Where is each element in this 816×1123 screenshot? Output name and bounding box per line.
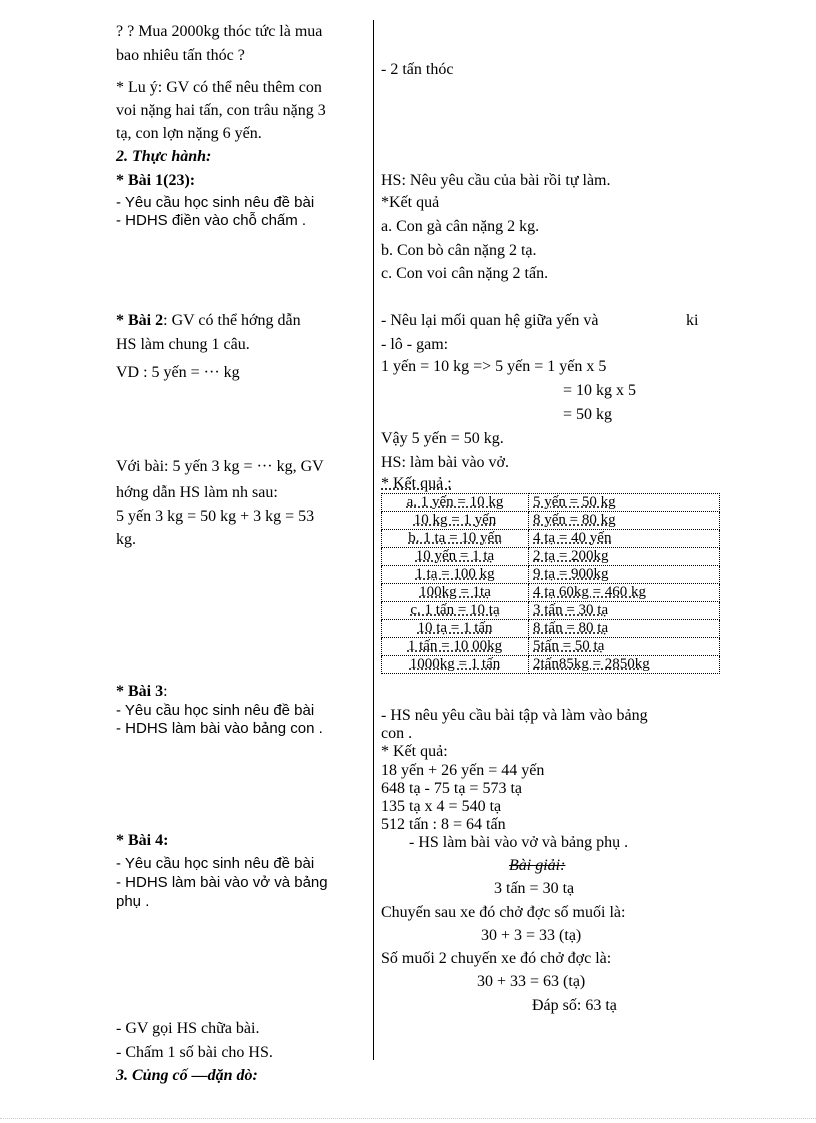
result-table (381, 493, 720, 674)
section-2-heading: 2. Thực hành: (116, 148, 212, 165)
r-bai1-line-4: b. Con bò cân nặng 2 tạ. (381, 242, 537, 259)
table-cell-right: 5 yến = 50 kg (529, 494, 720, 512)
note-line-1: * Lu ý: GV có thể nêu thêm con (116, 79, 322, 96)
end-line-1: - GV gọi HS chữa bài. (116, 1020, 260, 1037)
r-bai4-line-1: - HS làm bài vào vở và bảng phụ . (409, 834, 629, 851)
bai1-line-1: - Yêu cầu học sinh nêu đề bài (116, 194, 315, 211)
r-bai2-line-1b: ki (686, 312, 699, 329)
table-row (382, 656, 720, 674)
bai2-heading (116, 311, 301, 331)
table-cell-left: 10 tạ = 1 tấn (382, 620, 529, 638)
table-cell-right: 9 tạ = 900kg (529, 566, 720, 584)
r-bai1-line-2: *Kết quả (381, 194, 440, 211)
bai4-line-1: - Yêu cầu học sinh nêu đề bài (116, 855, 315, 872)
table-row (382, 512, 720, 530)
column-divider (373, 20, 374, 1060)
page-bottom-rule (0, 1118, 816, 1120)
note-line-2: voi nặng hai tấn, con trâu nặng 3 (116, 102, 326, 119)
r-bai3-line-7: 512 tấn : 8 = 64 tấn (381, 816, 506, 833)
r-bai2-line-1a: - Nêu lại mối quan hệ giữa yến và (381, 312, 599, 329)
r-bai4-line-4: Chuyến sau xe đó chở đợc số muối là: (381, 904, 626, 921)
r-bai4-heading: Bài giải: (509, 857, 566, 874)
r-bai1-line-1: HS: Nêu yêu cầu của bài rồi tự làm. (381, 172, 611, 189)
bai2-line-6: 5 yến 3 kg = 50 kg + 3 kg = 53 (116, 508, 315, 525)
bai3-title: * Bài 3 (116, 683, 164, 700)
r-bai2-line-4: = 10 kg x 5 (563, 382, 637, 399)
answer-top: - 2 tấn thóc (381, 61, 454, 78)
r-bai4-line-3: 3 tấn = 30 tạ (494, 880, 575, 897)
table-cell-right: 2tấn85kg = 2850kg (529, 656, 720, 674)
table-cell-right: 8 yến = 80 kg (529, 512, 720, 530)
bai2-line-4: Với bài: 5 yến 3 kg = ··· kg, GV (116, 458, 324, 475)
r-bai1-line-3: a. Con gà cân nặng 2 kg. (381, 218, 540, 235)
r-bai2-line-5: = 50 kg (563, 406, 613, 423)
table-row (382, 620, 720, 638)
end-line-2: - Chấm 1 số bài cho HS. (116, 1044, 273, 1061)
table-cell-left: c. 1 tấn = 10 tạ (382, 602, 529, 620)
r-bai2-line-2: - lô - gam: (381, 336, 449, 353)
bai3-heading (116, 682, 168, 702)
r-bai3-line-5: 648 tạ - 75 tạ = 573 tạ (381, 780, 522, 797)
bai2-line-5: hớng dẫn HS làm nh sau: (116, 484, 278, 501)
table-cell-right: 8 tấn = 80 tạ (529, 620, 720, 638)
table-cell-right: 5tấn = 50 tạ (529, 638, 720, 656)
bai4-heading: * Bài 4: (116, 832, 169, 849)
table-row (382, 584, 720, 602)
question-line-2: bao nhiêu tấn thóc ? (116, 47, 245, 64)
r-bai3-line-1: - HS nêu yêu cầu bài tập và làm vào bảng (381, 707, 648, 724)
r-bai4-line-7: 30 + 33 = 63 (tạ) (477, 973, 586, 990)
table-cell-right: 4 tạ = 40 yến (529, 530, 720, 548)
bai2-line-3: VD : 5 yến = ··· kg (116, 364, 240, 381)
table-row (382, 530, 720, 548)
bai3-line-1: - Yêu cầu học sinh nêu đề bài (116, 702, 315, 719)
r-bai1-line-5: c. Con voi cân nặng 2 tấn. (381, 265, 549, 282)
table-cell-left: 10 yến = 1 tạ (382, 548, 529, 566)
bai4-line-2: - HDHS làm bài vào vở và bảng (116, 874, 328, 891)
r-bai2-line-3: 1 yến = 10 kg => 5 yến = 1 yến x 5 (381, 358, 607, 375)
r-bai4-line-5: 30 + 3 = 33 (tạ) (481, 927, 582, 944)
bai2-line-7: kg. (116, 531, 136, 548)
bai4-line-3: phụ . (116, 893, 150, 910)
bai1-heading (116, 171, 195, 191)
r-bai3-line-4: 18 yến + 26 yến = 44 yến (381, 762, 545, 779)
r-bai3-line-3: * Kết quả: (381, 743, 448, 760)
table-cell-left: 1 tấn = 10 00kg (382, 638, 529, 656)
bai2-star: * (116, 312, 128, 329)
table-row (382, 494, 720, 512)
table-row (382, 566, 720, 584)
table-cell-left: a. 1 yến = 10 kg (382, 494, 529, 512)
question-line-1: ? ? Mua 2000kg thóc tức là mua (116, 23, 323, 40)
r-bai2-line-7: HS: làm bài vào vở. (381, 454, 509, 471)
table-cell-left: 1 tạ = 100 kg (382, 566, 529, 584)
bai1-star: * (116, 172, 128, 189)
bai1-title: Bài 1(23): (128, 172, 196, 189)
table-row (382, 602, 720, 620)
table-row (382, 638, 720, 656)
r-bai4-line-6: Số muối 2 chuyến xe đó chở đợc là: (381, 950, 612, 967)
r-bai3-line-2: con . (381, 725, 413, 742)
table-cell-left: b. 1 tạ = 10 yến (382, 530, 529, 548)
table-cell-right: 2 tạ = 200kg (529, 548, 720, 566)
r-bai2-line-6: Vậy 5 yến = 50 kg. (381, 430, 504, 447)
note-line-3: tạ, con lợn nặng 6 yến. (116, 125, 262, 142)
table-cell-right: 4 tạ 60kg = 460 kg (529, 584, 720, 602)
bai2-heading-rest: : GV có thể hớng dẫn (163, 312, 301, 329)
section-3-heading: 3. Củng cố —dặn dò: (116, 1067, 258, 1084)
bai1-line-2: - HDHS điền vào chỗ chấm . (116, 212, 307, 229)
table-cell-left: 100kg = 1tạ (382, 584, 529, 602)
r-bai3-line-6: 135 tạ x 4 = 540 tạ (381, 798, 502, 815)
bai3-colon: : (163, 683, 168, 700)
table-row (382, 548, 720, 566)
table-cell-left: 1000kg = 1 tấn (382, 656, 529, 674)
bai2-title: Bài 2 (128, 312, 164, 329)
table-cell-right: 3 tấn = 30 tạ (529, 602, 720, 620)
table-cell-left: 10 kg = 1 yến (382, 512, 529, 530)
r-bai4-answer: Đáp số: 63 tạ (532, 997, 617, 1014)
bai3-line-2: - HDHS làm bài vào bảng con . (116, 720, 323, 737)
r-bai2-result-label: * Kết quả : (381, 475, 452, 492)
bai2-line-2: HS làm chung 1 câu. (116, 336, 250, 353)
